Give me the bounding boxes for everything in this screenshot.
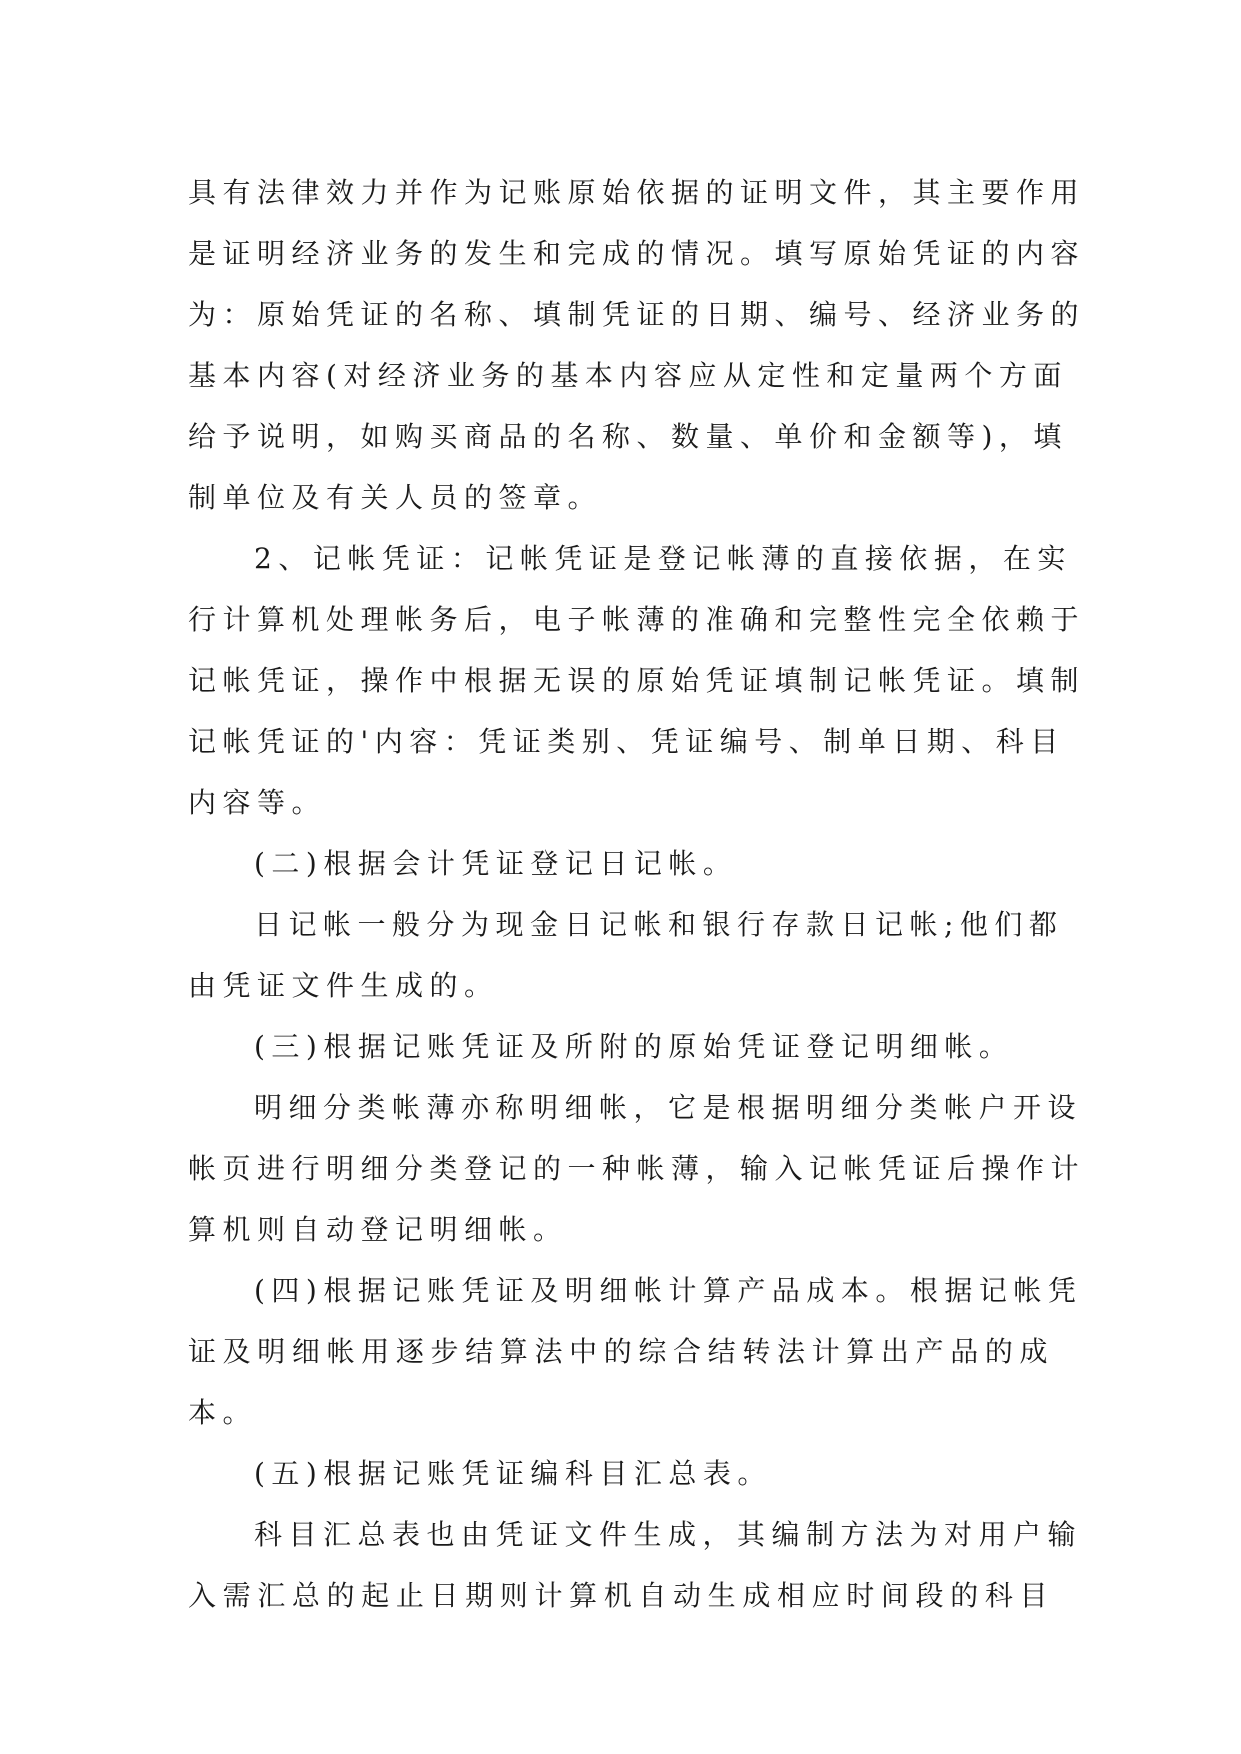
text-line: 由凭证文件生成的。 (188, 969, 499, 1002)
section-heading: (二)根据会计凭证登记日记帐。 (254, 847, 738, 880)
text-line: 内容等。 (188, 786, 327, 819)
document-body (188, 162, 1086, 1626)
text-line: 基本内容(对经济业务的基本内容应从定性和定量两个方面 (188, 359, 1068, 392)
text-line: 证及明细帐用逐步结算法中的综合结转法计算出产品的成 (188, 1335, 1054, 1368)
text-line: 明细分类帐薄亦称明细帐，它是根据明细分类帐户开设 (254, 1091, 1083, 1124)
text-line: 制单位及有关人员的签章。 (188, 481, 603, 514)
section-heading: (三)根据记账凭证及所附的原始凭证登记明细帐。 (254, 1030, 1014, 1063)
text-line: 给予说明，如购买商品的名称、数量、单价和金额等)，填 (188, 420, 1068, 453)
text-line: 记帐凭证，操作中根据无误的原始凭证填制记帐凭证。填制 (188, 664, 1086, 697)
text-line: 入需汇总的起止日期则计算机自动生成相应时间段的科目 (188, 1579, 1054, 1612)
text-line: 算机则自动登记明细帐。 (188, 1213, 568, 1246)
text-line: 具有法律效力并作为记账原始依据的证明文件，其主要作用 (188, 176, 1086, 209)
section-heading: (五)根据记账凭证编科目汇总表。 (254, 1457, 772, 1490)
text-line: 帐页进行明细分类登记的一种帐薄，输入记帐凭证后操作计 (188, 1152, 1086, 1185)
text-line: 是证明经济业务的发生和完成的情况。填写原始凭证的内容 (188, 237, 1086, 270)
text-line: 2、记帐凭证：记帐凭证是登记帐薄的直接依据，在实 (254, 542, 1072, 575)
text-line: 日记帐一般分为现金日记帐和银行存款日记帐;他们都 (254, 908, 1064, 941)
text-line: 为：原始凭证的名称、填制凭证的日期、编号、经济业务的 (188, 298, 1086, 331)
text-line: 行计算机处理帐务后，电子帐薄的准确和完整性完全依赖于 (188, 603, 1086, 636)
text-line: 科目汇总表也由凭证文件生成，其编制方法为对用户输 (254, 1518, 1083, 1551)
text-line: 记帐凭证的'内容：凭证类别、凭证编号、制单日期、科目 (188, 725, 1065, 758)
text-line: 本。 (188, 1396, 258, 1429)
section-heading: (四)根据记账凭证及明细帐计算产品成本。根据记帐凭 (254, 1274, 1083, 1307)
